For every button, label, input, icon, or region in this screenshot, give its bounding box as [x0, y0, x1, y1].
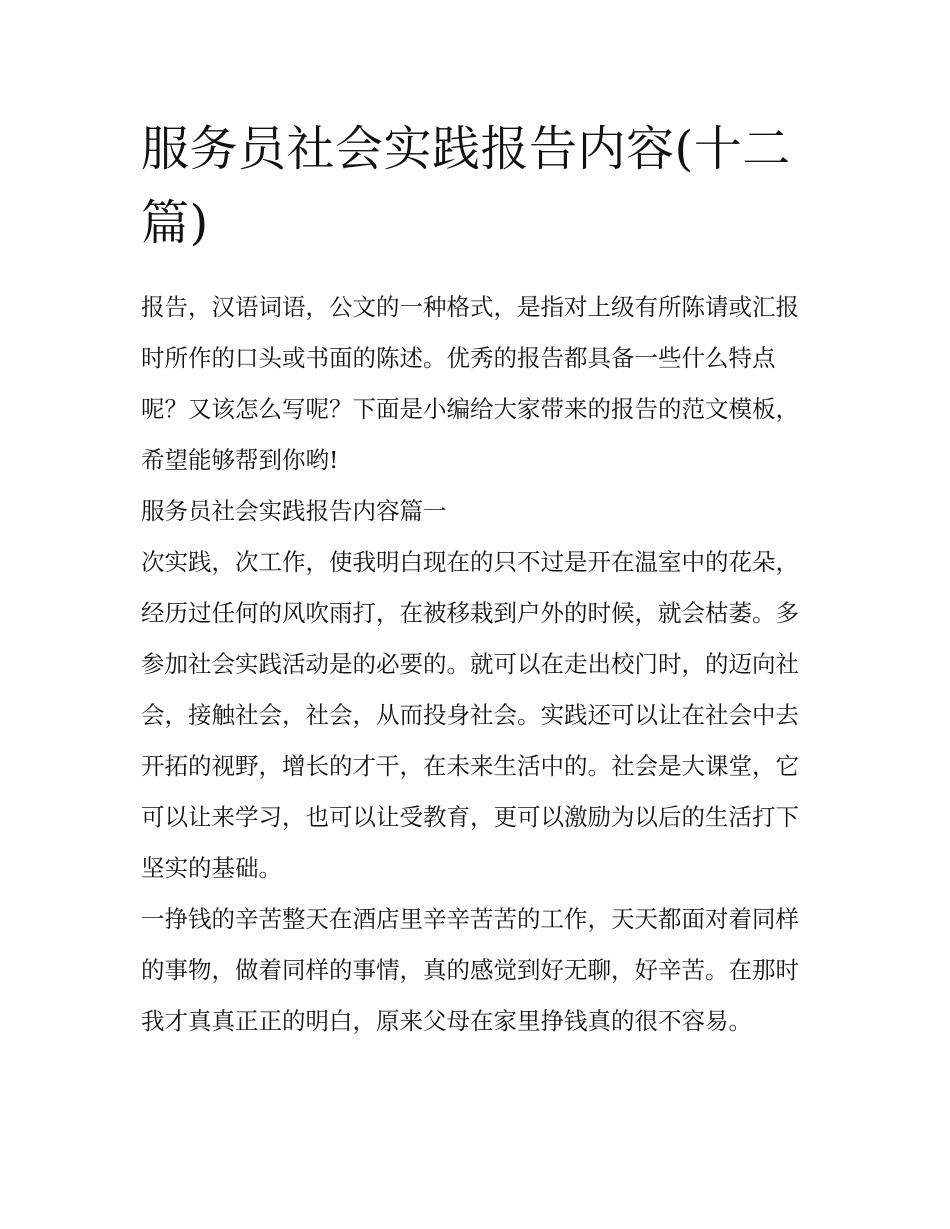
body-paragraph: 次实践，次工作，使我明白现在的只不过是开在温室中的花朵，经历过任何的风吹雨打，在被移栽到户外的时候，就会枯萎。多参加社会实践活动是的必要的。就可以在走出校门时，的迈向社会，接触社会，社会，从而投身社会。实践还可以让在社会中去开拓的视野，增长的才干，在未来生活中的。社会是大课堂，它可以让来学习，也可以让受教育，更可以激励为以后的生活打下坚实的基础。 [141, 548, 799, 882]
document-page [141, 112, 813, 1047]
body-paragraph: 一挣钱的辛苦整天在酒店里辛辛苦苦的工作，天天都面对着同样的事物，做着同样的事情，真的感觉到好无聊，好辛苦。在那时我才真真正正的明白，原来父母在家里挣钱真的很不容易。 [141, 905, 799, 1035]
document-title: 服务员社会实践报告内容(十二篇) [141, 121, 791, 251]
intro-paragraph: 报告，汉语词语，公文的一种格式，是指对上级有所陈请或汇报时所作的口头或书面的陈述。优秀的报告都具备一些什么特点呢？又该怎么写呢？下面是小编给大家带来的报告的范文模板，希望能够帮到你哟! [141, 293, 799, 474]
section-heading: 服务员社会实践报告内容篇一 [141, 497, 447, 525]
